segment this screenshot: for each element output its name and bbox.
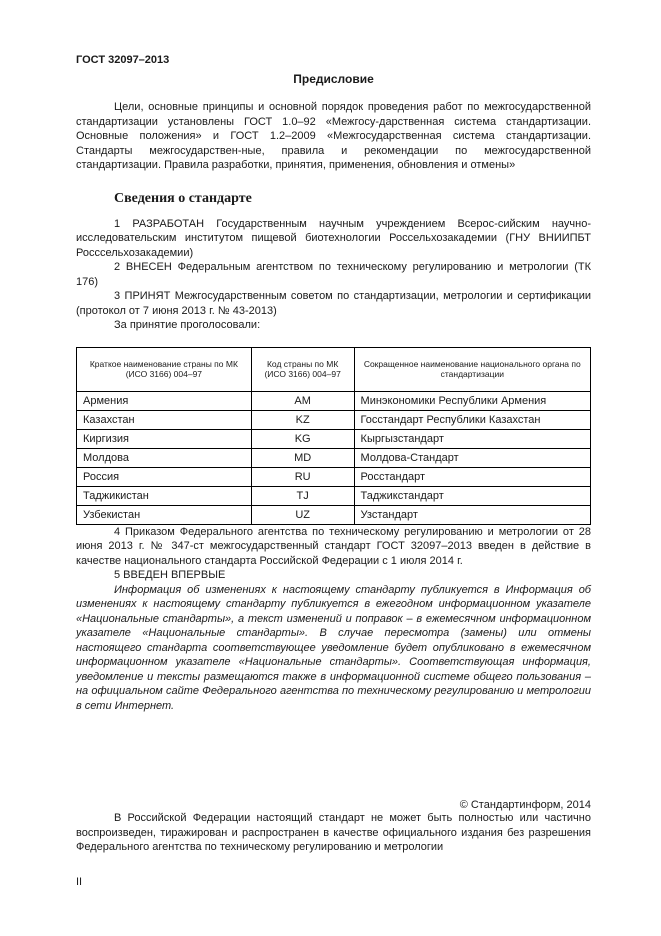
standard-info-item-2: 2 ВНЕСЕН Федеральным агентством по техническому регулированию и метрологии (ТК 176) [76,261,591,288]
org-cell: Минэкономики Республики Армения [354,391,590,410]
country-cell: Армения [77,391,252,410]
standard-info-heading: Сведения о стандарте [114,190,252,206]
table-row [77,486,591,505]
vote-intro: За принятие проголосовали: [114,319,261,331]
org-cell: Кыргызстандарт [354,429,590,448]
code-cell: AM [251,391,354,410]
vote-table [76,347,591,525]
page-number: II [76,876,83,888]
table-row [77,448,591,467]
standard-info-item-5: 5 ВВЕДЕН ВПЕРВЫЕ [114,569,226,581]
code-cell: KZ [251,410,354,429]
vote-table-header-code: Код страны по МК (ИСО 3166) 004–97 [251,347,354,391]
doc-code: ГОСТ 32097–2013 [76,54,170,66]
page-content [76,54,591,855]
vote-table-header-row [77,347,591,391]
code-cell: RU [251,467,354,486]
org-cell: Узстандарт [354,505,590,524]
changes-info-paragraph: Информация об изменениях к настоящему стандарту публикуется в Информация об изменениях к настоящему стандарту публикуется в ежегодном информационном указателе «Национальные стандарты», а текст изменений и поправок – в ежемесячном информационном указателе «Национальные стандарты». В случае пересмотра (замены) или отмены настоящего стандарта соответствующее уведомление будет опубликовано в ежемесячном информационном указателе «Национальные стандарты». Соответствующая информация, уведомление и тексты размещаются также в информационной системе общего пользования – на официальном сайте Федерального агентства по техническому регулированию и метрологии в сети Интернет. [76,583,591,712]
country-cell: Молдова [77,448,252,467]
code-cell: MD [251,448,354,467]
code-cell: TJ [251,486,354,505]
standard-info-item-1: 1 РАЗРАБОТАН Государственным научным учреждением Всерос-сийским научно-исследовательским институтом пищевой биотехнологии Россельхозакадемии (ГНУ ВНИИПБТ Росссельхозакадемии) [76,217,591,259]
country-cell: Узбекистан [77,505,252,524]
org-cell: Таджикстандарт [354,486,590,505]
country-cell: Киргизия [77,429,252,448]
standard-info-item-4: 4 Приказом Федерального агентства по техническому регулированию и метрологии от 28 июня 2013 г. № 347-ст межгосударственный стандарт ГОСТ 32097–2013 введен в действие в качестве национального стандарта Российской Федерации с 1 июля 2014 г. [76,525,591,567]
reproduction-restriction: В Российской Федерации настоящий стандарт не может быть полностью или частично воспроизведен, тиражирован и распространен в качестве официального издания без разрешения Федерального агентства по техническому регулированию и метрологии [76,812,591,853]
table-row [77,505,591,524]
code-cell: KG [251,429,354,448]
foreword-title: Предисловие [293,72,374,86]
table-row [77,391,591,410]
code-cell: UZ [251,505,354,524]
country-cell: Россия [77,467,252,486]
country-cell: Таджикистан [77,486,252,505]
org-cell: Госстандарт Республики Казахстан [354,410,590,429]
table-row [77,410,591,429]
country-cell: Казахстан [77,410,252,429]
foreword-paragraph: Цели, основные принципы и основной порядок проведения работ по межгосударственной стандартизации установлены ГОСТ 1.0–92 «Межгосу-дарственная система стандартизации. Основные положения» и ГОСТ 1.2–2009 «Межгосударственная система стандартизации. Стандарты межгосударствен-ные, правила и рекомендации по межгосударственной стандартизации. Правила разработки, принятия, применения, обновления и отмены» [76,101,591,171]
table-row [77,467,591,486]
org-cell: Росстандарт [354,467,590,486]
standard-info-item-3: 3 ПРИНЯТ Межгосударственным советом по стандартизации, метрологии и сертификации (протокол от 7 июня 2013 г. № 43-2013) [76,290,591,317]
org-cell: Молдова-Стандарт [354,448,590,467]
vote-table-header-org: Сокращенное наименование национального органа по стандартизации [354,347,590,391]
copyright-notice: © Стандартинформ, 2014 [459,799,591,811]
vote-table-header-country: Краткое наименование страны по МК (ИСО 3166) 004–97 [77,347,252,391]
table-row [77,429,591,448]
